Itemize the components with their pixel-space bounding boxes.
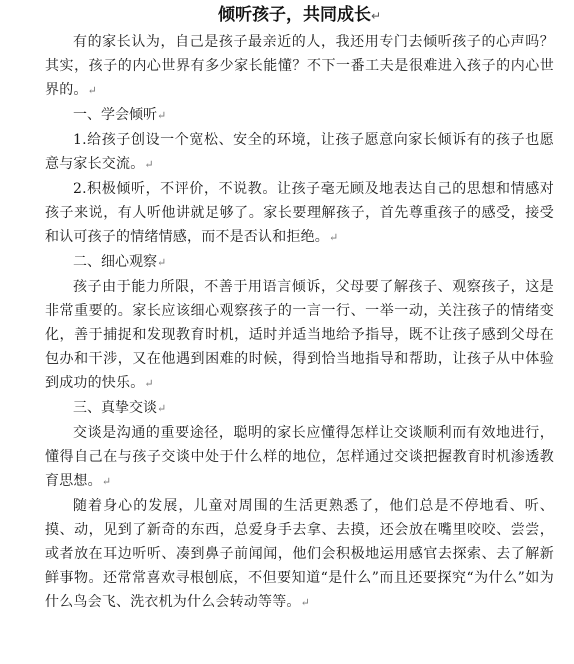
paragraph-mark-icon: ↵ [101,475,112,488]
paragraph-mark-icon: ↵ [157,256,167,269]
section-heading-3: 三、真挚交谈↵ [73,400,167,416]
paragraph-mark-icon: ↵ [329,231,339,244]
paragraph-1-2: 2.积极倾听，不评价，不说教。让孩子毫无顾及地表达自己的思想和情感对孩子来说，有人听他讲就足够了。家长要理解孩子，首先尊重孩子的感受，接受和认可孩子的情绪情感，而不是否认和拒绝。↵ [45,181,554,245]
section-heading-2: 二、细心观察↵ [73,254,167,270]
paragraph-intro: 有的家长认为，自己是孩子最亲近的人，我还用专门去倾听孩子的心声吗？其实，孩子的内心世界有多少家长能懂？不下一番工夫是很难进入孩子的内心世界的。↵ [45,34,554,98]
document-title [45,0,554,30]
paragraph-3-2: 随着身心的发展，儿童对周围的生活更熟悉了，他们总是不停地看、听、摸、动，见到了新奇的东西，总爱身手去拿、去摸，还会放在嘴里咬咬、尝尝，或者放在耳边听听、凑到鼻子前闻闻，他们会积极地运用感官去探索、去了解新鲜事物。还常常喜欢寻根刨底，不但要知道“是什么”而且还要探究“为什么”如为什么鸟会飞、洗衣机为什么会转动等等。↵ [45,498,554,610]
paragraph-mark-icon: ↵ [300,596,311,609]
paragraph-mark-icon: ↵ [157,109,167,122]
section-heading-1: 一、学会倾听↵ [73,107,167,123]
paragraph-mark-icon: ↵ [144,377,154,390]
paragraph-mark-icon: ↵ [157,402,167,415]
paragraph-mark-icon: ↵ [87,84,98,97]
paragraph-2: 孩子由于能力所限，不善于用语言倾诉，父母要了解孩子、观察孩子，这是非常重要的。家长应该细心观察孩子的一言一行、一举一动，关注孩子的情绪变化，善于捕捉和发现教育时机，适时并适当地给予指导，既不让孩子感到父母在包办和干涉，又在他遇到困难的时候，得到恰当地指导和帮助，让孩子从中体验到成功的快乐。↵ [45,279,554,391]
title-text: 倾听孩子，共同成长 [217,5,371,25]
paragraph-mark-icon: ↵ [144,158,154,171]
paragraph-1-1: 1.给孩子创设一个宽松、安全的环境，让孩子愿意向家长倾诉有的孩子也愿意与家长交流。↵ [45,132,554,172]
paragraph-mark-icon: ↵ [370,9,382,23]
paragraph-3-1: 交谈是沟通的重要途径，聪明的家长应懂得怎样让交谈顺利而有效地进行，懂得自己在与孩子交谈中处于什么样的地位，怎样通过交谈把握教育时机渗透教育思想。↵ [45,425,554,489]
